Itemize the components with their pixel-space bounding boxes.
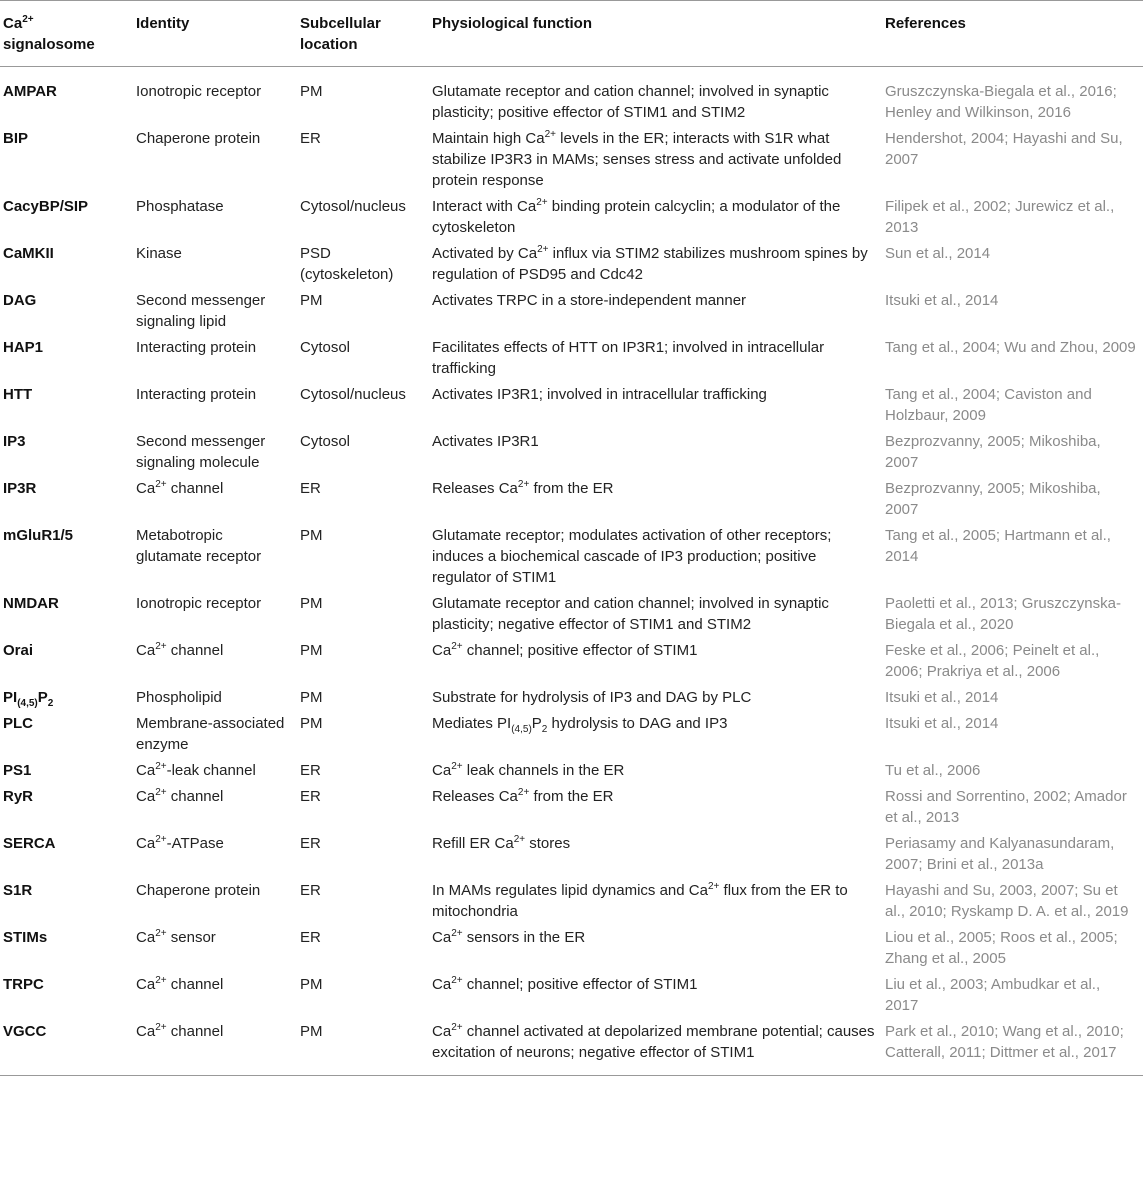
signalosome-cell: TRPC bbox=[3, 976, 44, 993]
identity-cell: Ionotropic receptor bbox=[136, 595, 262, 612]
identity-cell: Chaperone protein bbox=[136, 130, 261, 147]
function-cell: Glutamate receptor; modulates activation of other receptors; induces a biochemical cascade of IP3 production; positive regulator of STIM1 bbox=[432, 527, 832, 586]
function-cell: Refill ER $Ca^{2+}$ stores bbox=[432, 834, 571, 852]
references-cell: Rossi and Sorrentino, 2002; Amador et al., 2013 bbox=[885, 788, 1127, 826]
signalosome-cell: DAG bbox=[3, 292, 37, 309]
table-row bbox=[0, 635, 1143, 682]
identity-cell: Membrane-associated enzyme bbox=[136, 715, 285, 753]
identity-cell: $Ca^{2+}$ channel bbox=[136, 1022, 224, 1040]
references-cell: Hendershot, 2004; Hayashi and Su, 2007 bbox=[885, 130, 1123, 168]
header-identity: Identity bbox=[136, 15, 190, 32]
function-cell: Interact with $Ca^{2+}$ binding protein calcyclin; a modulator of the cytoskeleton bbox=[432, 197, 841, 236]
table-row bbox=[0, 379, 1143, 426]
identity-cell: $Ca^{2+}$ sensor bbox=[136, 928, 216, 946]
signalosome-cell: STIMs bbox=[3, 929, 48, 946]
header-function: Physiological function bbox=[432, 15, 593, 32]
signalosome-cell: HAP1 bbox=[3, 339, 44, 356]
identity-cell: $Ca^{2+}$-ATPase bbox=[136, 834, 224, 852]
signalosome-cell: IP3 bbox=[3, 433, 26, 450]
function-cell: Releases $Ca^{2+}$ from the ER bbox=[432, 479, 614, 497]
identity-cell: $Ca^{2+}$ channel bbox=[136, 479, 224, 497]
signalosome-cell: IP3R bbox=[3, 480, 37, 497]
signalosome-cell: RyR bbox=[3, 788, 34, 805]
location-cell: PM bbox=[300, 976, 323, 993]
location-cell: PM bbox=[300, 595, 323, 612]
signalosome-cell: NMDAR bbox=[3, 595, 59, 612]
header-row bbox=[0, 1, 1143, 67]
function-cell: In MAMs regulates lipid dynamics and $Ca^{2+}$ flux from the ER to mitochondria bbox=[432, 881, 848, 920]
references-cell: Liu et al., 2003; Ambudkar et al., 2017 bbox=[885, 976, 1101, 1014]
table-body bbox=[0, 67, 1143, 1076]
references-cell: Itsuki et al., 2014 bbox=[885, 292, 999, 309]
signalosome-cell: PLC bbox=[3, 715, 33, 732]
function-cell: Activates IP3R1; involved in intracellular trafficking bbox=[432, 386, 767, 403]
table-row bbox=[0, 473, 1143, 520]
references-cell: Liou et al., 2005; Roos et al., 2005; Zhang et al., 2005 bbox=[885, 929, 1118, 967]
function-cell: Maintain high $Ca^{2+}$ levels in the ER; interacts with S1R what stabilize IP3R3 in MAMs; senses stress and activate unfolded protein response bbox=[432, 129, 842, 189]
signalosome-cell: HTT bbox=[3, 386, 33, 403]
location-cell: ER bbox=[300, 882, 321, 899]
location-cell: Cytosol/nucleus bbox=[300, 386, 406, 403]
location-cell: PSD (cytoskeleton) bbox=[300, 245, 394, 283]
function-cell: Facilitates effects of HTT on IP3R1; involved in intracellular trafficking bbox=[432, 339, 825, 377]
function-cell: $Ca^{2+}$ channel; positive effector of STIM1 bbox=[432, 641, 698, 659]
function-cell: $Ca^{2+}$ channel activated at depolarized membrane potential; causes excitation of neurons; negative effector of STIM1 bbox=[432, 1022, 875, 1061]
location-cell: PM bbox=[300, 689, 323, 706]
function-cell: Substrate for hydrolysis of IP3 and DAG by PLC bbox=[432, 689, 752, 706]
references-cell: Periasamy and Kalyanasundaram, 2007; Brini et al., 2013a bbox=[885, 835, 1115, 873]
header-signalosome: $Ca^{2+}$ signalosome bbox=[3, 14, 95, 53]
location-cell: PM bbox=[300, 715, 323, 732]
table-header bbox=[0, 1, 1143, 67]
references-cell: Itsuki et al., 2014 bbox=[885, 715, 999, 732]
function-cell: Activates IP3R1 bbox=[432, 433, 539, 450]
table-row bbox=[0, 969, 1143, 1016]
signalosome-cell: AMPAR bbox=[3, 83, 57, 100]
signalosome-cell: SERCA bbox=[3, 835, 56, 852]
table-row bbox=[0, 520, 1143, 588]
references-cell: Tu et al., 2006 bbox=[885, 762, 981, 779]
header-location: Subcellular location bbox=[300, 15, 381, 53]
references-cell: Hayashi and Su, 2003, 2007; Su et al., 2010; Ryskamp D. A. et al., 2019 bbox=[885, 882, 1129, 920]
references-cell: Feske et al., 2006; Peinelt et al., 2006; Prakriya et al., 2006 bbox=[885, 642, 1100, 680]
table-row bbox=[0, 828, 1143, 875]
function-cell: Releases $Ca^{2+}$ from the ER bbox=[432, 787, 614, 805]
function-cell: Glutamate receptor and cation channel; involved in synaptic plasticity; positive effector of STIM1 and STIM2 bbox=[432, 83, 829, 121]
location-cell: PM bbox=[300, 292, 323, 309]
function-cell: Activated by $Ca^{2+}$ influx via STIM2 stabilizes mushroom spines by regulation of PSD95 and Cdc42 bbox=[432, 244, 868, 283]
location-cell: ER bbox=[300, 480, 321, 497]
identity-cell: Second messenger signaling molecule bbox=[136, 433, 266, 471]
header-references: References bbox=[885, 15, 966, 32]
function-cell: $Ca^{2+}$ leak channels in the ER bbox=[432, 761, 625, 779]
identity-cell: $Ca^{2+}$ channel bbox=[136, 975, 224, 993]
references-cell: Paoletti et al., 2013; Gruszczynska-Biegala et al., 2020 bbox=[885, 595, 1121, 633]
signalosome-cell: $PI_{(4,5)}P_2$ bbox=[3, 689, 54, 709]
signalosome-cell: VGCC bbox=[3, 1023, 47, 1040]
signalosome-cell: PS1 bbox=[3, 762, 32, 779]
references-cell: Tang et al., 2004; Wu and Zhou, 2009 bbox=[885, 339, 1136, 356]
function-cell: Glutamate receptor and cation channel; involved in synaptic plasticity; negative effector of STIM1 and STIM2 bbox=[432, 595, 829, 633]
identity-cell: Kinase bbox=[136, 245, 182, 262]
table-row bbox=[0, 781, 1143, 828]
table-row bbox=[0, 123, 1143, 191]
identity-cell: $Ca^{2+}$ channel bbox=[136, 641, 224, 659]
identity-cell: $Ca^{2+}$-leak channel bbox=[136, 761, 256, 779]
location-cell: ER bbox=[300, 788, 321, 805]
location-cell: PM bbox=[300, 527, 323, 544]
references-cell: Filipek et al., 2002; Jurewicz et al., 2013 bbox=[885, 198, 1115, 236]
location-cell: PM bbox=[300, 1023, 323, 1040]
table-row bbox=[0, 708, 1143, 755]
table-row bbox=[0, 922, 1143, 969]
location-cell: PM bbox=[300, 83, 323, 100]
location-cell: ER bbox=[300, 130, 321, 147]
table-row bbox=[0, 285, 1143, 332]
references-cell: Bezprozvanny, 2005; Mikoshiba, 2007 bbox=[885, 480, 1101, 518]
signalosome-cell: CaMKII bbox=[3, 245, 54, 262]
location-cell: ER bbox=[300, 835, 321, 852]
references-cell: Sun et al., 2014 bbox=[885, 245, 991, 262]
location-cell: Cytosol/nucleus bbox=[300, 198, 406, 215]
location-cell: Cytosol bbox=[300, 433, 351, 450]
identity-cell: Metabotropic glutamate receptor bbox=[136, 527, 262, 565]
references-cell: Park et al., 2010; Wang et al., 2010; Catterall, 2011; Dittmer et al., 2017 bbox=[885, 1023, 1124, 1061]
identity-cell: Interacting protein bbox=[136, 339, 257, 356]
location-cell: Cytosol bbox=[300, 339, 351, 356]
function-cell: Mediates $PI_{(4,5)}P_2$ hydrolysis to DAG and IP3 bbox=[432, 715, 728, 735]
identity-cell: Second messenger signaling lipid bbox=[136, 292, 266, 330]
location-cell: ER bbox=[300, 929, 321, 946]
identity-cell: Interacting protein bbox=[136, 386, 257, 403]
location-cell: PM bbox=[300, 642, 323, 659]
references-cell: Gruszczynska-Biegala et al., 2016; Henley and Wilkinson, 2016 bbox=[885, 83, 1117, 121]
table-row bbox=[0, 755, 1143, 781]
identity-cell: Phosphatase bbox=[136, 198, 224, 215]
function-cell: $Ca^{2+}$ channel; positive effector of STIM1 bbox=[432, 975, 698, 993]
table-row bbox=[0, 1016, 1143, 1076]
table-row bbox=[0, 191, 1143, 238]
signalosome-cell: CacyBP/SIP bbox=[3, 198, 89, 215]
references-cell: Bezprozvanny, 2005; Mikoshiba, 2007 bbox=[885, 433, 1101, 471]
identity-cell: $Ca^{2+}$ channel bbox=[136, 787, 224, 805]
location-cell: ER bbox=[300, 762, 321, 779]
signalosome-cell: Orai bbox=[3, 642, 34, 659]
table-row bbox=[0, 682, 1143, 708]
table-row bbox=[0, 875, 1143, 922]
table-row bbox=[0, 67, 1143, 124]
references-cell: Tang et al., 2004; Caviston and Holzbaur, 2009 bbox=[885, 386, 1092, 424]
identity-cell: Chaperone protein bbox=[136, 882, 261, 899]
signalosome-cell: S1R bbox=[3, 882, 33, 899]
references-cell: Itsuki et al., 2014 bbox=[885, 689, 999, 706]
signalosome-cell: mGluR1/5 bbox=[3, 527, 74, 544]
signalosome-cell: BIP bbox=[3, 130, 29, 147]
references-cell: Tang et al., 2005; Hartmann et al., 2014 bbox=[885, 527, 1111, 565]
table-row bbox=[0, 588, 1143, 635]
function-cell: Activates TRPC in a store-independent manner bbox=[432, 292, 747, 309]
identity-cell: Ionotropic receptor bbox=[136, 83, 262, 100]
table-row bbox=[0, 238, 1143, 285]
identity-cell: Phospholipid bbox=[136, 689, 222, 706]
table-row bbox=[0, 332, 1143, 379]
function-cell: $Ca^{2+}$ sensors in the ER bbox=[432, 928, 586, 946]
table-row bbox=[0, 426, 1143, 473]
